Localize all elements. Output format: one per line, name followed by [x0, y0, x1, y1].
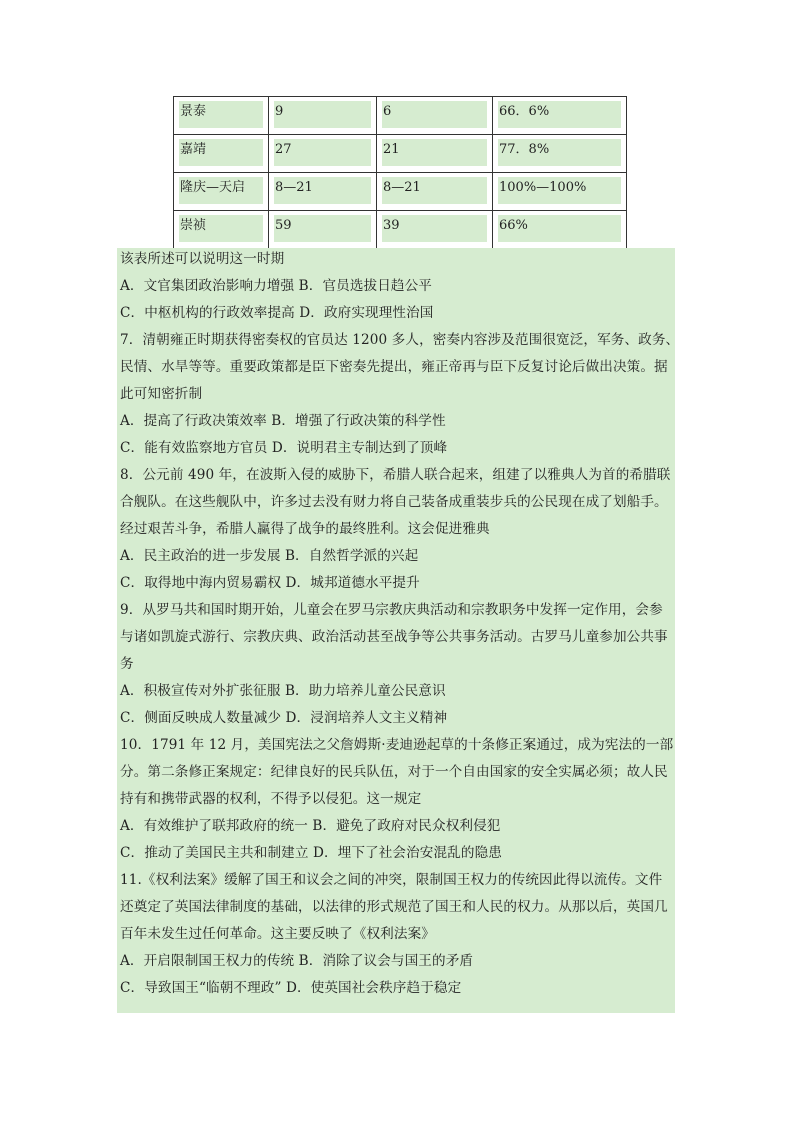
option-line: A．文官集团政治影响力增强 B．官员选拔日趋公平: [120, 278, 432, 294]
table-cell: 66．6%: [498, 101, 621, 128]
question-text: 此可知密折制: [120, 386, 203, 402]
question-text: 合舰队。在这些舰队中，许多过去没有财力将自己装备成重装步兵的公民现在成了划船手。: [120, 494, 668, 510]
table-cell: 59: [274, 215, 371, 242]
option-line: A．积极宣传对外扩张征服 B．助力培养儿童公民意识: [120, 683, 446, 699]
table-cell: 27: [274, 139, 371, 166]
question-11: 11.《权利法案》缓解了国王和议会之间的冲突，限制国王权力的传统因此得以流传。文件: [120, 872, 663, 888]
table-cell: 39: [382, 215, 487, 242]
question-text: 与诸如凯旋式游行、宗教庆典、政治活动甚至战争等公共事务活动。古罗马儿童参加公共事: [120, 629, 668, 645]
table-cell: 100%—100%: [498, 177, 621, 204]
option-line: A．民主政治的进一步发展 B．自然哲学派的兴起: [120, 548, 419, 564]
table-cell: 8—21: [382, 177, 487, 204]
table-row: [174, 211, 627, 249]
stem-text: 该表所述可以说明这一时期: [120, 251, 285, 267]
option-line: C．中枢机构的行政效率提高 D．政府实现理性治国: [120, 305, 434, 321]
table-cell: 嘉靖: [179, 139, 263, 166]
question-text: 务: [120, 656, 134, 672]
table-cell: 66%: [498, 215, 621, 242]
question-text: 经过艰苦斗争，希腊人赢得了战争的最终胜利。这会促进雅典: [120, 521, 490, 537]
option-line: C．导致国王“临朝不理政” D．使英国社会秩序趋于稳定: [120, 980, 462, 996]
question-block: [117, 248, 680, 1013]
table-cell: 6: [382, 101, 487, 128]
option-line: C．能有效监察地方官员 D．说明君主专制达到了顶峰: [120, 440, 448, 456]
table-cell: 景泰: [179, 101, 263, 128]
option-line: A．有效维护了联邦政府的统一 B．避免了政府对民众权利侵犯: [120, 818, 501, 834]
table-cell: 8—21: [274, 177, 371, 204]
table-row: [174, 97, 627, 135]
table-cell: 崇祯: [179, 215, 263, 242]
table-row: [174, 135, 627, 173]
question-text: 还奠定了英国法律制度的基础，以法律的形式规范了国王和人民的权力。从那以后，英国几: [120, 899, 668, 915]
question-10: 10．1791 年 12 月，美国宪法之父詹姆斯·麦迪逊起草的十条修正案通过，成为宪法的一部: [120, 737, 674, 753]
question-text: 民情、水旱等等。重要政策都是臣下密奏先提出，雍正帝再与臣下反复讨论后做出决策。据: [120, 359, 668, 375]
option-line: C．取得地中海内贸易霸权 D．城邦道德水平提升: [120, 575, 420, 591]
question-text: 分。第二条修正案规定：纪律良好的民兵队伍，对于一个自由国家的安全实属必须；故人民: [120, 764, 668, 780]
question-9: 9．从罗马共和国时期开始，儿童会在罗马宗教庆典活动和宗教职务中发挥一定作用，会参: [120, 602, 663, 618]
option-line: A．提高了行政决策效率 B．增强了行政决策的科学性: [120, 413, 446, 429]
option-line: C．推动了美国民主共和制建立 D．埋下了社会治安混乱的隐患: [120, 845, 502, 861]
option-line: A．开启限制国王权力的传统 B．消除了议会与国王的矛盾: [120, 953, 474, 969]
table-cell: 隆庆—天启: [179, 177, 263, 204]
question-text: 百年未发生过任何革命。这主要反映了《权利法案》: [120, 926, 435, 942]
question-text: 持有和携带武器的权利，不得予以侵犯。这一规定: [120, 791, 422, 807]
option-line: C．侧面反映成人数量减少 D．浸润培养人文主义精神: [120, 710, 448, 726]
table-cell: 21: [382, 139, 487, 166]
table-cell: 9: [274, 101, 371, 128]
question-8: 8．公元前 490 年，在波斯入侵的威胁下，希腊人联合起来，组建了以雅典人为首的希腊联: [120, 467, 671, 483]
table-cell: 77．8%: [498, 139, 621, 166]
table-row: [174, 173, 627, 211]
data-table: [173, 96, 627, 249]
question-7: 7．清朝雍正时期获得密奏权的官员达 1200 多人，密奏内容涉及范围很宽泛，军务、政务、: [120, 332, 680, 348]
